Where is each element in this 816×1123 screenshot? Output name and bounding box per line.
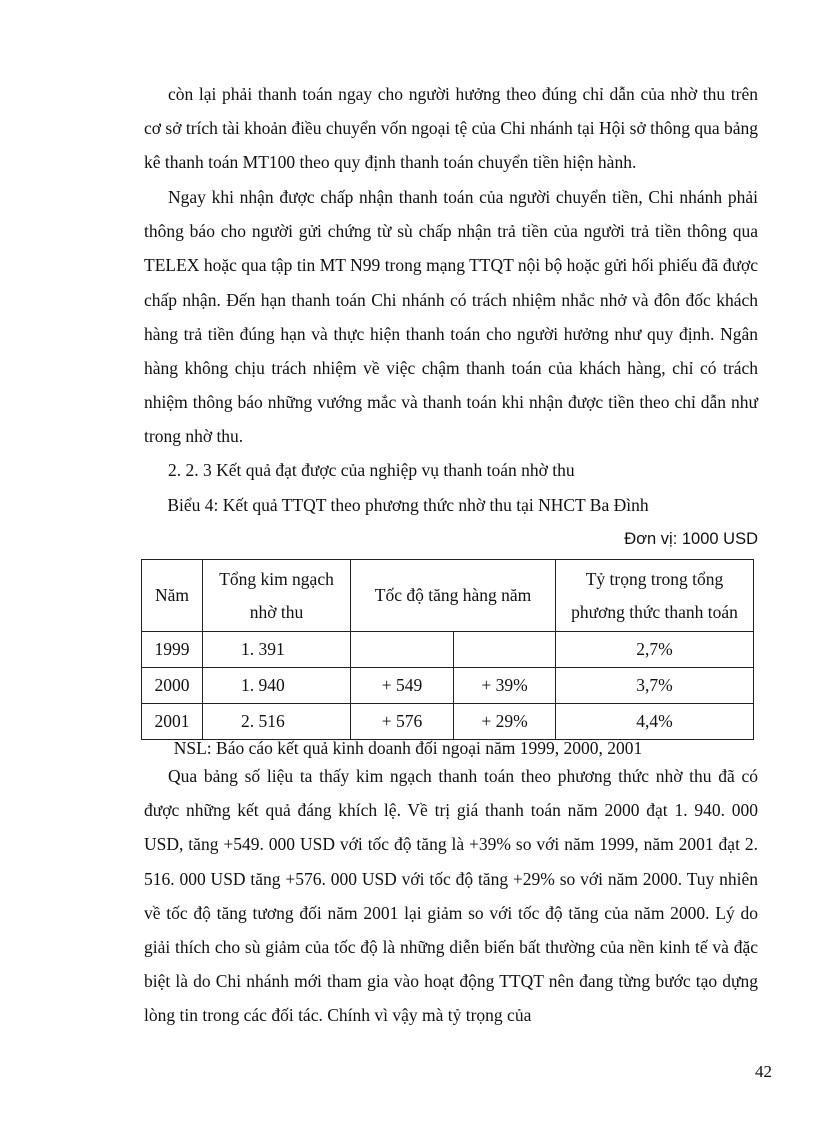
header-total-line1: Tổng kim ngạch — [219, 568, 334, 589]
body-paragraph-2: Ngay khi nhận được chấp nhận thanh toán của người chuyển tiền, Chi nhánh phải thông báo cho người gửi chứng từ sù chấp nhận trả tiền của người trả tiền thông qua TELEX hoặc qua tập tin MT N99 trong mạng TTQT nội bộ hoặc gửi hối phiếu đã được chấp nhận. Đến hạn thanh toán Chi nhánh có trách nhiệm nhắc nhở và đôn đốc khách hàng trả tiền đúng hạn và thực hiện thanh toán cho người hưởng như quy định. Ngân hàng không chịu trách nhiệm về việc chậm thanh toán của khách hàng, chỉ có trách nhiệm thông báo những vướng mắc và thanh toán khi nhận được tiền theo chỉ dẫn như trong nhờ thu. — [144, 187, 758, 447]
body-paragraph-1: còn lại phải thanh toán ngay cho người hưởng theo đúng chỉ dẫn của nhờ thu trên cơ sở trích tài khoản điều chuyển vốn ngoại tệ của Chi nhánh tại Hội sở thông qua bảng kê thanh toán MT100 theo quy định thanh toán chuyển tiền hiện hành. — [144, 84, 758, 173]
header-growth: Tốc độ tăng hàng năm — [351, 560, 556, 632]
cell-increase: + 549 — [351, 668, 454, 704]
header-year: Năm — [142, 560, 203, 632]
page-number: 42 — [755, 1062, 772, 1081]
cell-year: 1999 — [142, 632, 203, 668]
cell-percent: + 39% — [454, 668, 556, 704]
cell-year: 2000 — [142, 668, 203, 704]
table-header-row — [142, 560, 754, 632]
header-share-line2: phương thức thanh toán — [571, 601, 738, 622]
header-total-line2: nhờ thu — [249, 601, 304, 622]
table-unit: Đơn vị: 1000 USD — [624, 530, 758, 548]
cell-total: 2. 516 — [203, 704, 351, 740]
header-total — [203, 560, 351, 632]
results-table — [141, 559, 754, 740]
cell-total: 1. 940 — [203, 668, 351, 704]
cell-increase: + 576 — [351, 704, 454, 740]
cell-percent: + 29% — [454, 704, 556, 740]
cell-share: 2,7% — [556, 632, 754, 668]
cell-year: 2001 — [142, 704, 203, 740]
table-source-note: NSL: Báo cáo kết quả kinh doanh đối ngoại năm 1999, 2000, 2001 — [173, 738, 643, 758]
table-row — [142, 668, 754, 704]
cell-share: 3,7% — [556, 668, 754, 704]
cell-increase — [351, 632, 454, 668]
cell-percent — [454, 632, 556, 668]
section-heading: 2. 2. 3 Kết quả đạt được của nghiệp vụ thanh toán nhờ thu — [168, 460, 575, 480]
cell-share: 4,4% — [556, 704, 754, 740]
header-share — [556, 560, 754, 632]
cell-total: 1. 391 — [203, 632, 351, 668]
table-row — [142, 632, 754, 668]
header-share-line1: Tỷ trọng trong tổng — [585, 568, 724, 589]
body-paragraph-3: Qua bảng số liệu ta thấy kim ngạch thanh toán theo phương thức nhờ thu đã có được những kết quả đáng khích lệ. Về trị giá thanh toán năm 2000 đạt 1. 940. 000 USD, tăng +549. 000 USD với tốc độ tăng là +39% so với năm 1999, năm 2001 đạt 2. 516. 000 USD tăng +576. 000 USD với tốc độ tăng +29% so với năm 2000. Tuy nhiên về tốc độ tăng tương đối năm 2001 lại giảm so với tốc độ tăng của năm 2000. Lý do giải thích cho sù giảm của tốc độ là những diễn biến bất thường của nền kinh tế và đặc biệt là do Chi nhánh mới tham gia vào hoạt động TTQT nên đang từng bước tạo dựng lòng tin trong các đối tác. Chính vì vậy mà tỷ trọng của — [144, 766, 758, 1026]
table-caption: Biểu 4: Kết quả TTQT theo phương thức nhờ thu tại NHCT Ba Đình — [167, 495, 649, 515]
